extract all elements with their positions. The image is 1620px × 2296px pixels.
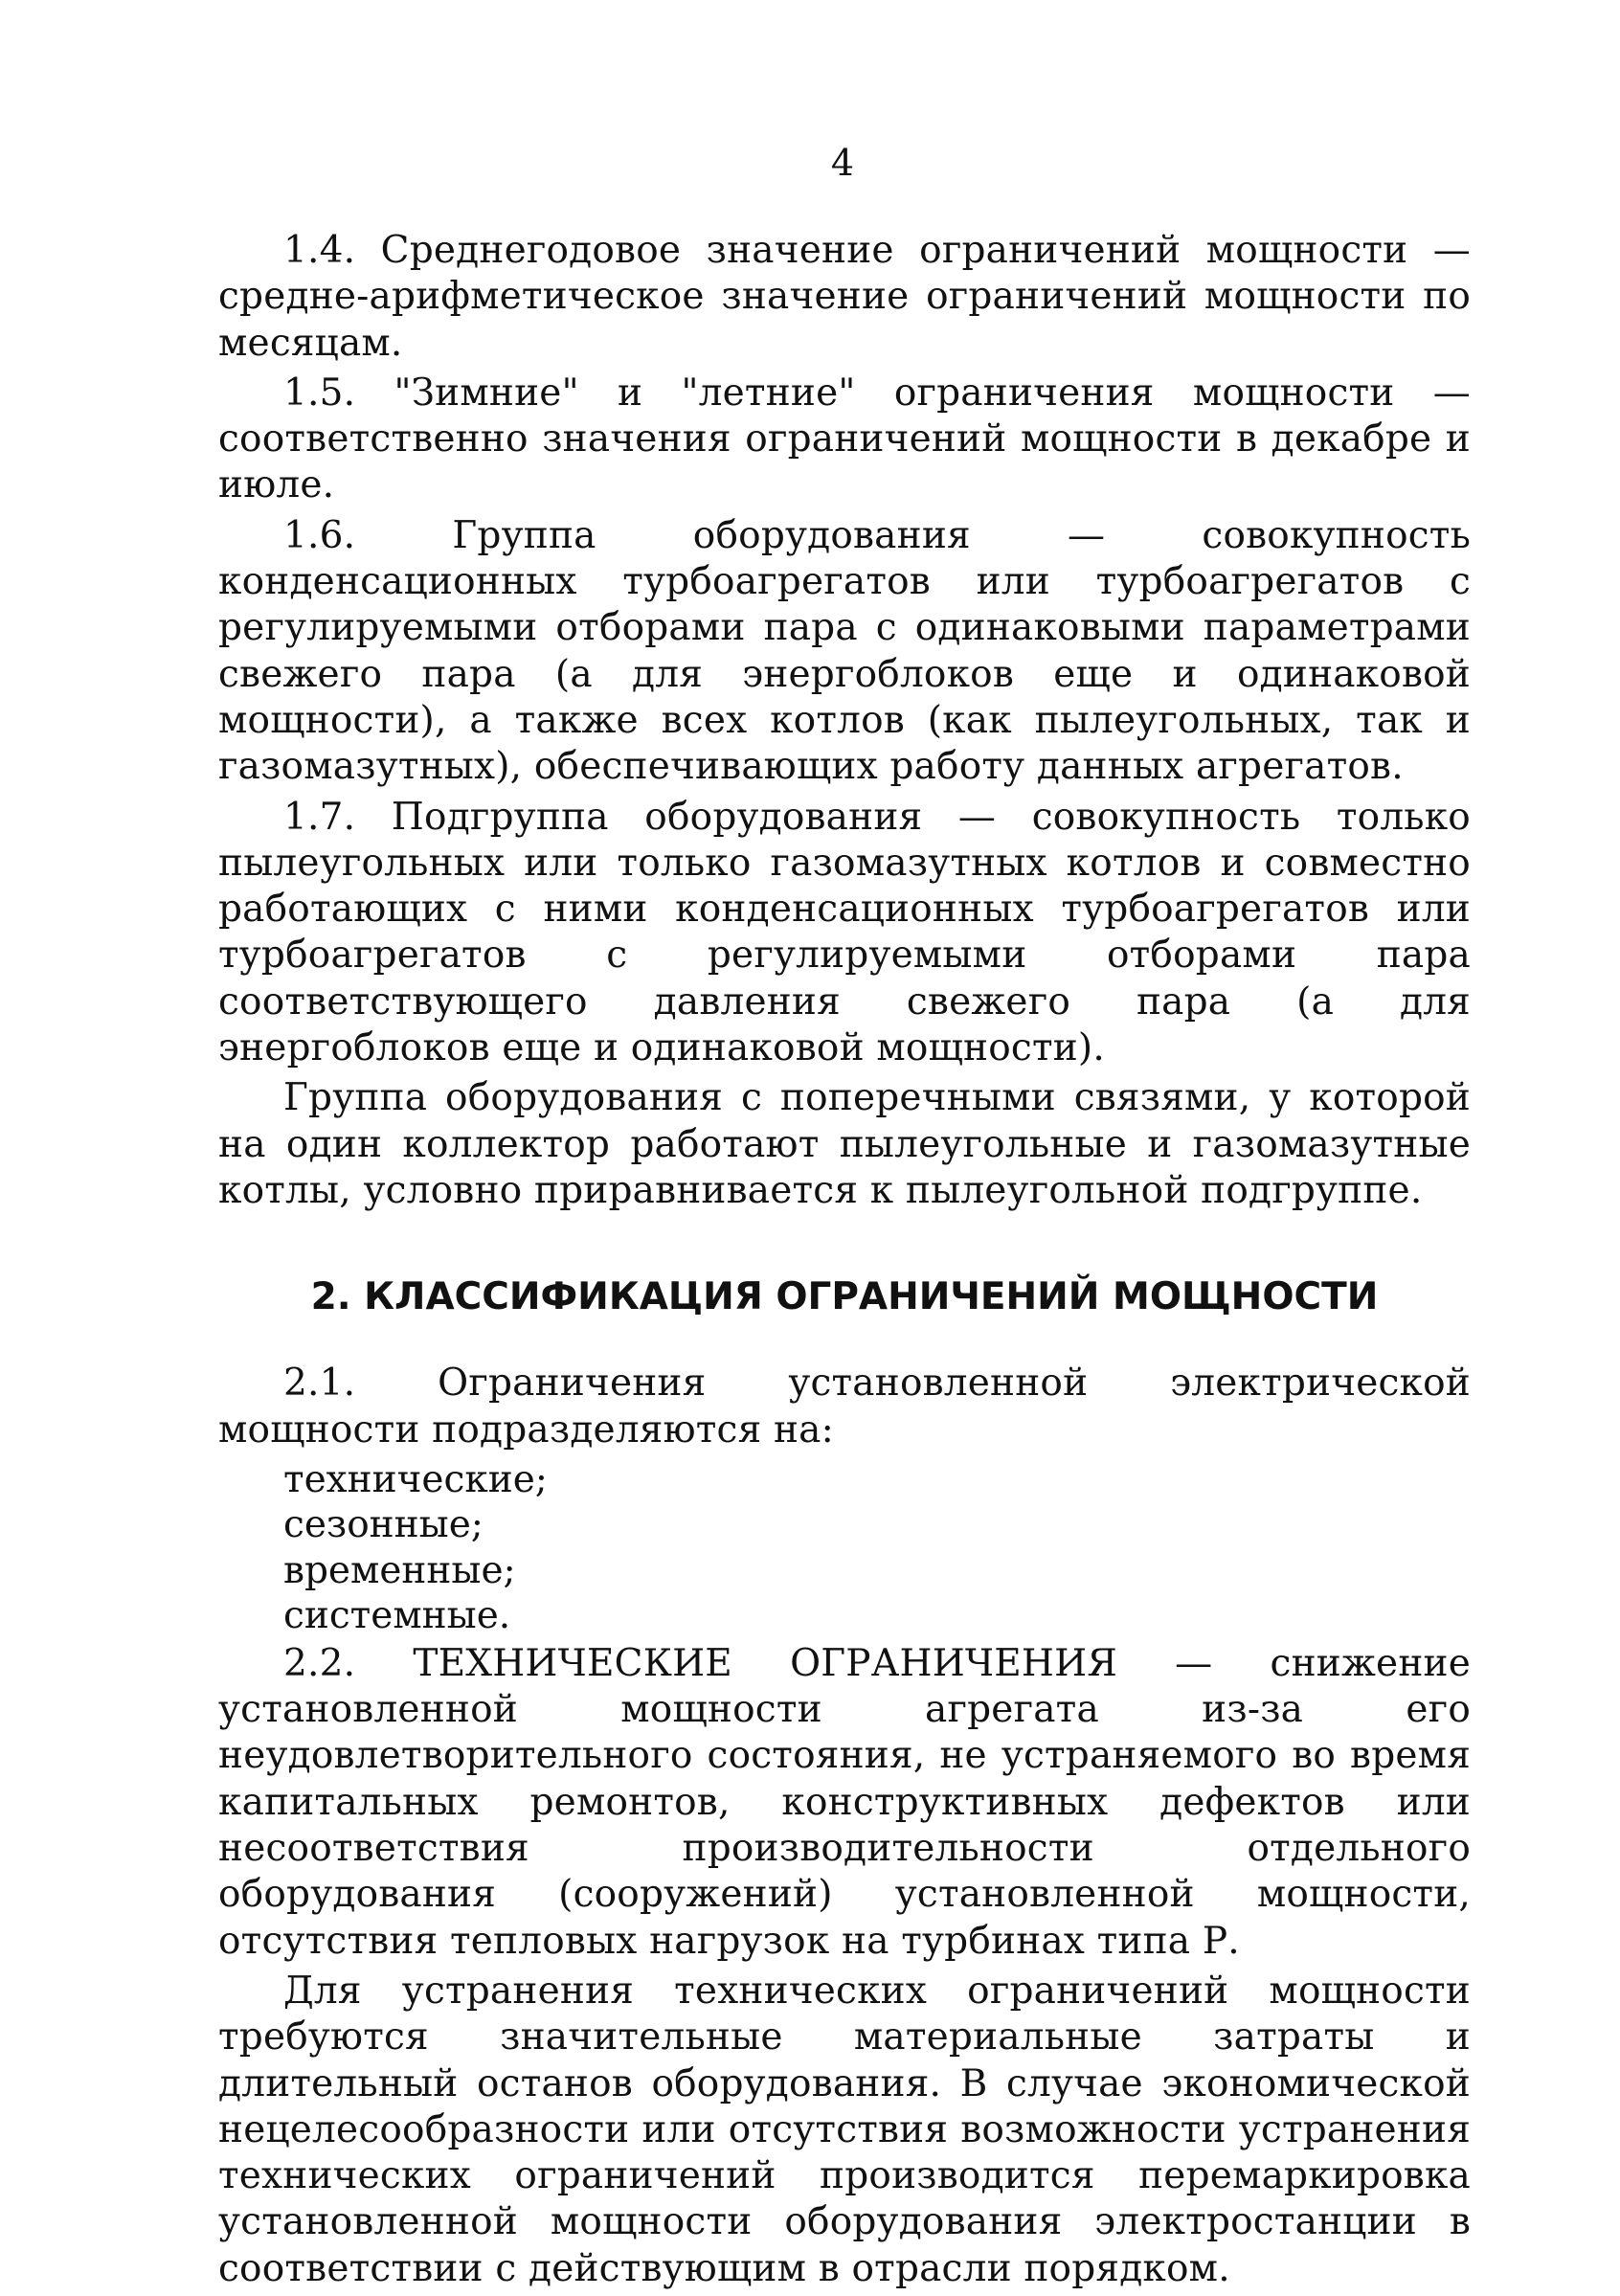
paragraph-1-7: 1.7. Подгруппа оборудования — совокупность только пылеугольных или только газомазутных котлов и совместно работающих с ними конденсационных турбоагрегатов или турбоагрегатов с регулируемыми отборами пара соответствующего давления свежего пара (а для энергоблоков еще и одинаковой мощности).	[218, 795, 1471, 1070]
paragraph-2-1: 2.1. Ограничения установленной электрической мощности подразделяются на:	[218, 1362, 1471, 1452]
list-item-temporary: временные;	[283, 1548, 516, 1592]
paragraph-1-6: 1.6. Группа оборудования — совокупность конденсационных турбоагрегатов или турбоагрегатов с регулируемыми отборами пара с одинаковыми параметрами свежего пара (а для энергоблоков еще и одинаковой мощности), а также всех котлов (как пылеугольных, так и газомазутных), обеспечивающих работу данных агрегатов.	[218, 513, 1471, 789]
paragraph-cross-links: Группа оборудования с поперечными связями, у которой на один коллектор работают пылеугольные и газомазутные котлы, условно приравнивается к пылеугольной подгруппе.	[218, 1076, 1471, 1212]
document-body	[218, 228, 1471, 2296]
paragraph-1-4: 1.4. Среднегодовое значение ограничений мощности — средне-арифметическое значение ограничений мощности по месяцам.	[218, 229, 1471, 365]
paragraph-2-2: 2.2. ТЕХНИЧЕСКИЕ ОГРАНИЧЕНИЯ — снижение установленной мощности агрегата из-за его неудовлетворительного состояния, не устраняемого во время капитальных ремонтов, конструктивных дефектов или несоответствия производительности отдельного оборудования (сооружений) установленной мощности, отсутствия тепловых нагрузок на турбинах типа Р.	[218, 1641, 1471, 1963]
page-number: 4	[830, 142, 855, 184]
list-item-seasonal: сезонные;	[283, 1503, 484, 1547]
paragraph-1-5: 1.5. "Зимние" и "летние" ограничения мощности — соответственно значения ограничений мощности в декабре и июле.	[218, 371, 1471, 507]
paragraph-elimination: Для устранения технических ограничений мощности требуются значительные материальные затраты и длительный останов оборудования. В случае экономической нецелесообразности или отсутствия возможности устранения технических ограничений производится перемаркировка установленной мощности оборудования электростанции в соответствии с действующим в отрасли порядком.	[218, 1969, 1471, 2290]
list-item-technical: технические;	[283, 1457, 548, 1501]
restriction-types-list	[218, 1457, 1471, 1639]
section-heading-2: 2. КЛАССИФИКАЦИЯ ОГРАНИЧЕНИЙ МОЩНОСТИ	[310, 1275, 1379, 1319]
list-item-system: системные.	[283, 1594, 511, 1638]
